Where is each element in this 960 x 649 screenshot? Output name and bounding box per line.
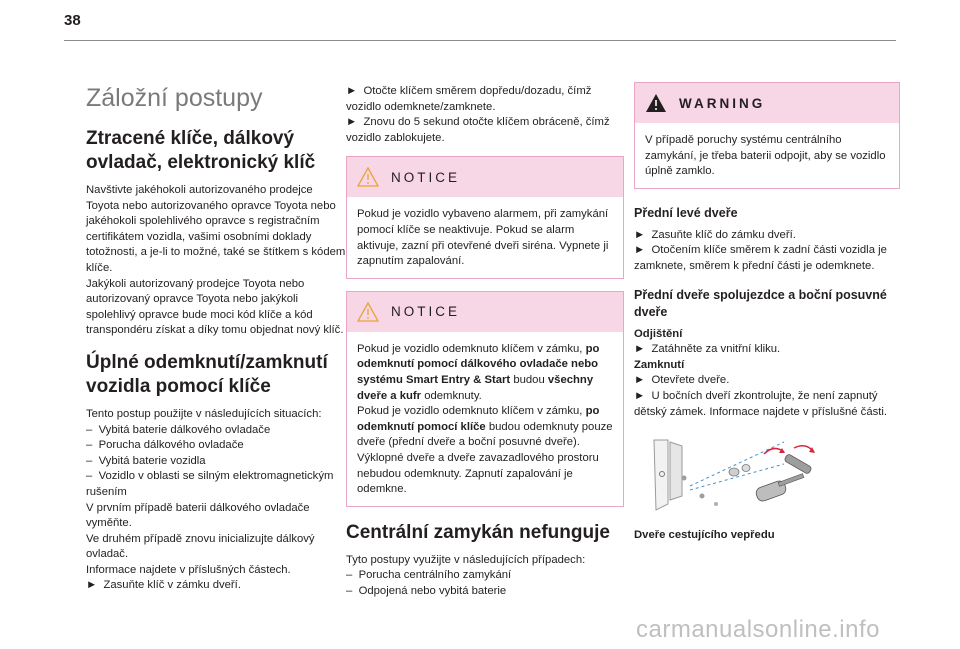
step-item: ► Otočte klíčem směrem dopředu/dozadu, čímž vozidlo odemknete/zamknete.: [346, 84, 624, 115]
text-run: budou: [510, 373, 548, 386]
warning-label: WARNING: [679, 95, 766, 111]
notice-header: [347, 157, 623, 197]
illustration-caption: Dveře cestujícího vepředu: [634, 529, 775, 542]
section-title: Záložní postupy: [86, 84, 263, 112]
column-left: [86, 80, 346, 594]
paragraph: Informace najdete v příslušných částech.: [86, 563, 291, 576]
text-run: Pokud je vozidlo odemknuto klíčem v zámku,: [357, 405, 586, 418]
warning-triangle-icon: [357, 167, 379, 187]
paragraph: V prvním případě baterii dálkového ovladače vyměňte.: [86, 501, 310, 530]
warning-text: V případě poruchy systému centrálního zamykání, je třeba baterii odpojit, aby se vozidlo úplně zamklo.: [645, 134, 886, 178]
list-item: – Porucha centrálního zamykání: [346, 568, 624, 584]
step-item: ► U bočních dveří zkontrolujte, že není zapnutý dětský zámek. Informace najdete v příslušné části.: [634, 389, 900, 420]
bold-run: všechny dveře a kufr: [357, 373, 594, 402]
header-divider: [64, 40, 896, 41]
list-item: – Porucha dálkového ovladače: [86, 438, 346, 454]
door-lock-illustration: [634, 434, 824, 518]
heading-full-unlock: Úplné odemknutí/zamknutí vozidla pomocí klíče: [86, 351, 328, 397]
text-run: odemknuty.: [421, 389, 482, 402]
text-run: budou odemknuty pouze dveře (přední dveře a boční posuvné dveře). Výklopné dveře a dveře zavazadlového prostoru nebudou odemknuty. Zapnutí zapalování je odemkne.: [357, 420, 613, 496]
bold-run: po odemknutí pomocí dálkového ovladače nebo systému Smart Entry & Start: [357, 342, 600, 386]
subheading-unlock: Odjištění: [634, 327, 683, 340]
list-item: – Odpojená nebo vybitá baterie: [346, 584, 624, 600]
notice-label: NOTICE: [391, 169, 461, 185]
list-item: – Vybitá baterie vozidla: [86, 454, 346, 470]
heading-passenger-doors: Přední dveře spolujezdce a boční posuvné dveře: [634, 287, 887, 319]
paragraph: Tyto postupy využijte v následujících případech:: [346, 553, 586, 566]
notice-box: [346, 156, 624, 278]
paragraph: Ve druhém případě znovu inicializujte dálkový ovladač.: [86, 532, 315, 561]
notice-header: [347, 292, 623, 332]
list-item: – Vozidlo v oblasti se silným elektromagnetickým rušením: [86, 469, 346, 500]
paragraph: Tento postup použijte v následujících situacích:: [86, 407, 322, 420]
text-run: Pokud je vozidlo odemknuto klíčem v zámku,: [357, 342, 586, 355]
paragraph: Jakýkoli autorizovaný prodejce Toyota nebo autorizovaný opravce Toyota nebo jakýkoli spolehlivý opravce bude moci kód klíče a kód transpondéru získat a díky tomu objednat nový klíč.: [86, 277, 344, 337]
notice-label: NOTICE: [391, 304, 461, 320]
heading-central-locking: Centrální zamykán nefunguje: [346, 521, 610, 543]
notice-box: [346, 291, 624, 507]
warning-header: [635, 83, 899, 123]
notice-text: Pokud je vozidlo vybaveno alarmem, při zamykání pomocí klíče se neaktivuje. Pokud se alarm aktivuje, zazní při otevřené dveři siréna. Vypnete ji zapnutím zapalování.: [357, 208, 609, 268]
step-item: ► Zasuňte klíč do zámku dveří.: [634, 228, 900, 244]
step-item: ► Otočením klíče směrem k zadní části vozidla je zamknete, směrem k přední části je odemknete.: [634, 243, 900, 274]
column-middle: [346, 84, 624, 599]
watermark: carmanualsonline.info: [636, 616, 880, 643]
paragraph: Navštivte jakéhokoli autorizovaného prodejce Toyota nebo autorizovaného opravce Toyota nebo jakéhokoli spolehlivého opravce s registračním certifikátem vozidla, vašimi osobními doklady totožnosti, a je-li to možné, také se štítkem s kódem klíče.: [86, 184, 346, 274]
list-item: – Vybitá baterie dálkového ovladače: [86, 423, 346, 439]
heading-lost-keys: Ztracené klíče, dálkový ovladač, elektronický klíč: [86, 128, 316, 173]
warning-box: [634, 82, 900, 189]
warning-triangle-icon: [357, 302, 379, 322]
step-item: ► Otevřete dveře.: [634, 373, 900, 389]
column-right: [634, 82, 900, 541]
warning-icon: [645, 93, 667, 113]
step-item: ► Zasuňte klíč v zámku dveří.: [86, 578, 346, 594]
step-item: ► Znovu do 5 sekund otočte klíčem obráceně, čímž vozidlo zablokujete.: [346, 115, 624, 146]
step-item: ► Zatáhněte za vnitřní kliku.: [634, 342, 900, 358]
notice-text: [357, 404, 613, 498]
heading-front-left-door: Přední levé dveře: [634, 205, 738, 220]
subheading-lock: Zamknutí: [634, 358, 685, 371]
bold-run: po odemknutí pomocí klíče: [357, 405, 600, 433]
notice-text: [357, 342, 613, 404]
page-number: 38: [64, 12, 81, 29]
